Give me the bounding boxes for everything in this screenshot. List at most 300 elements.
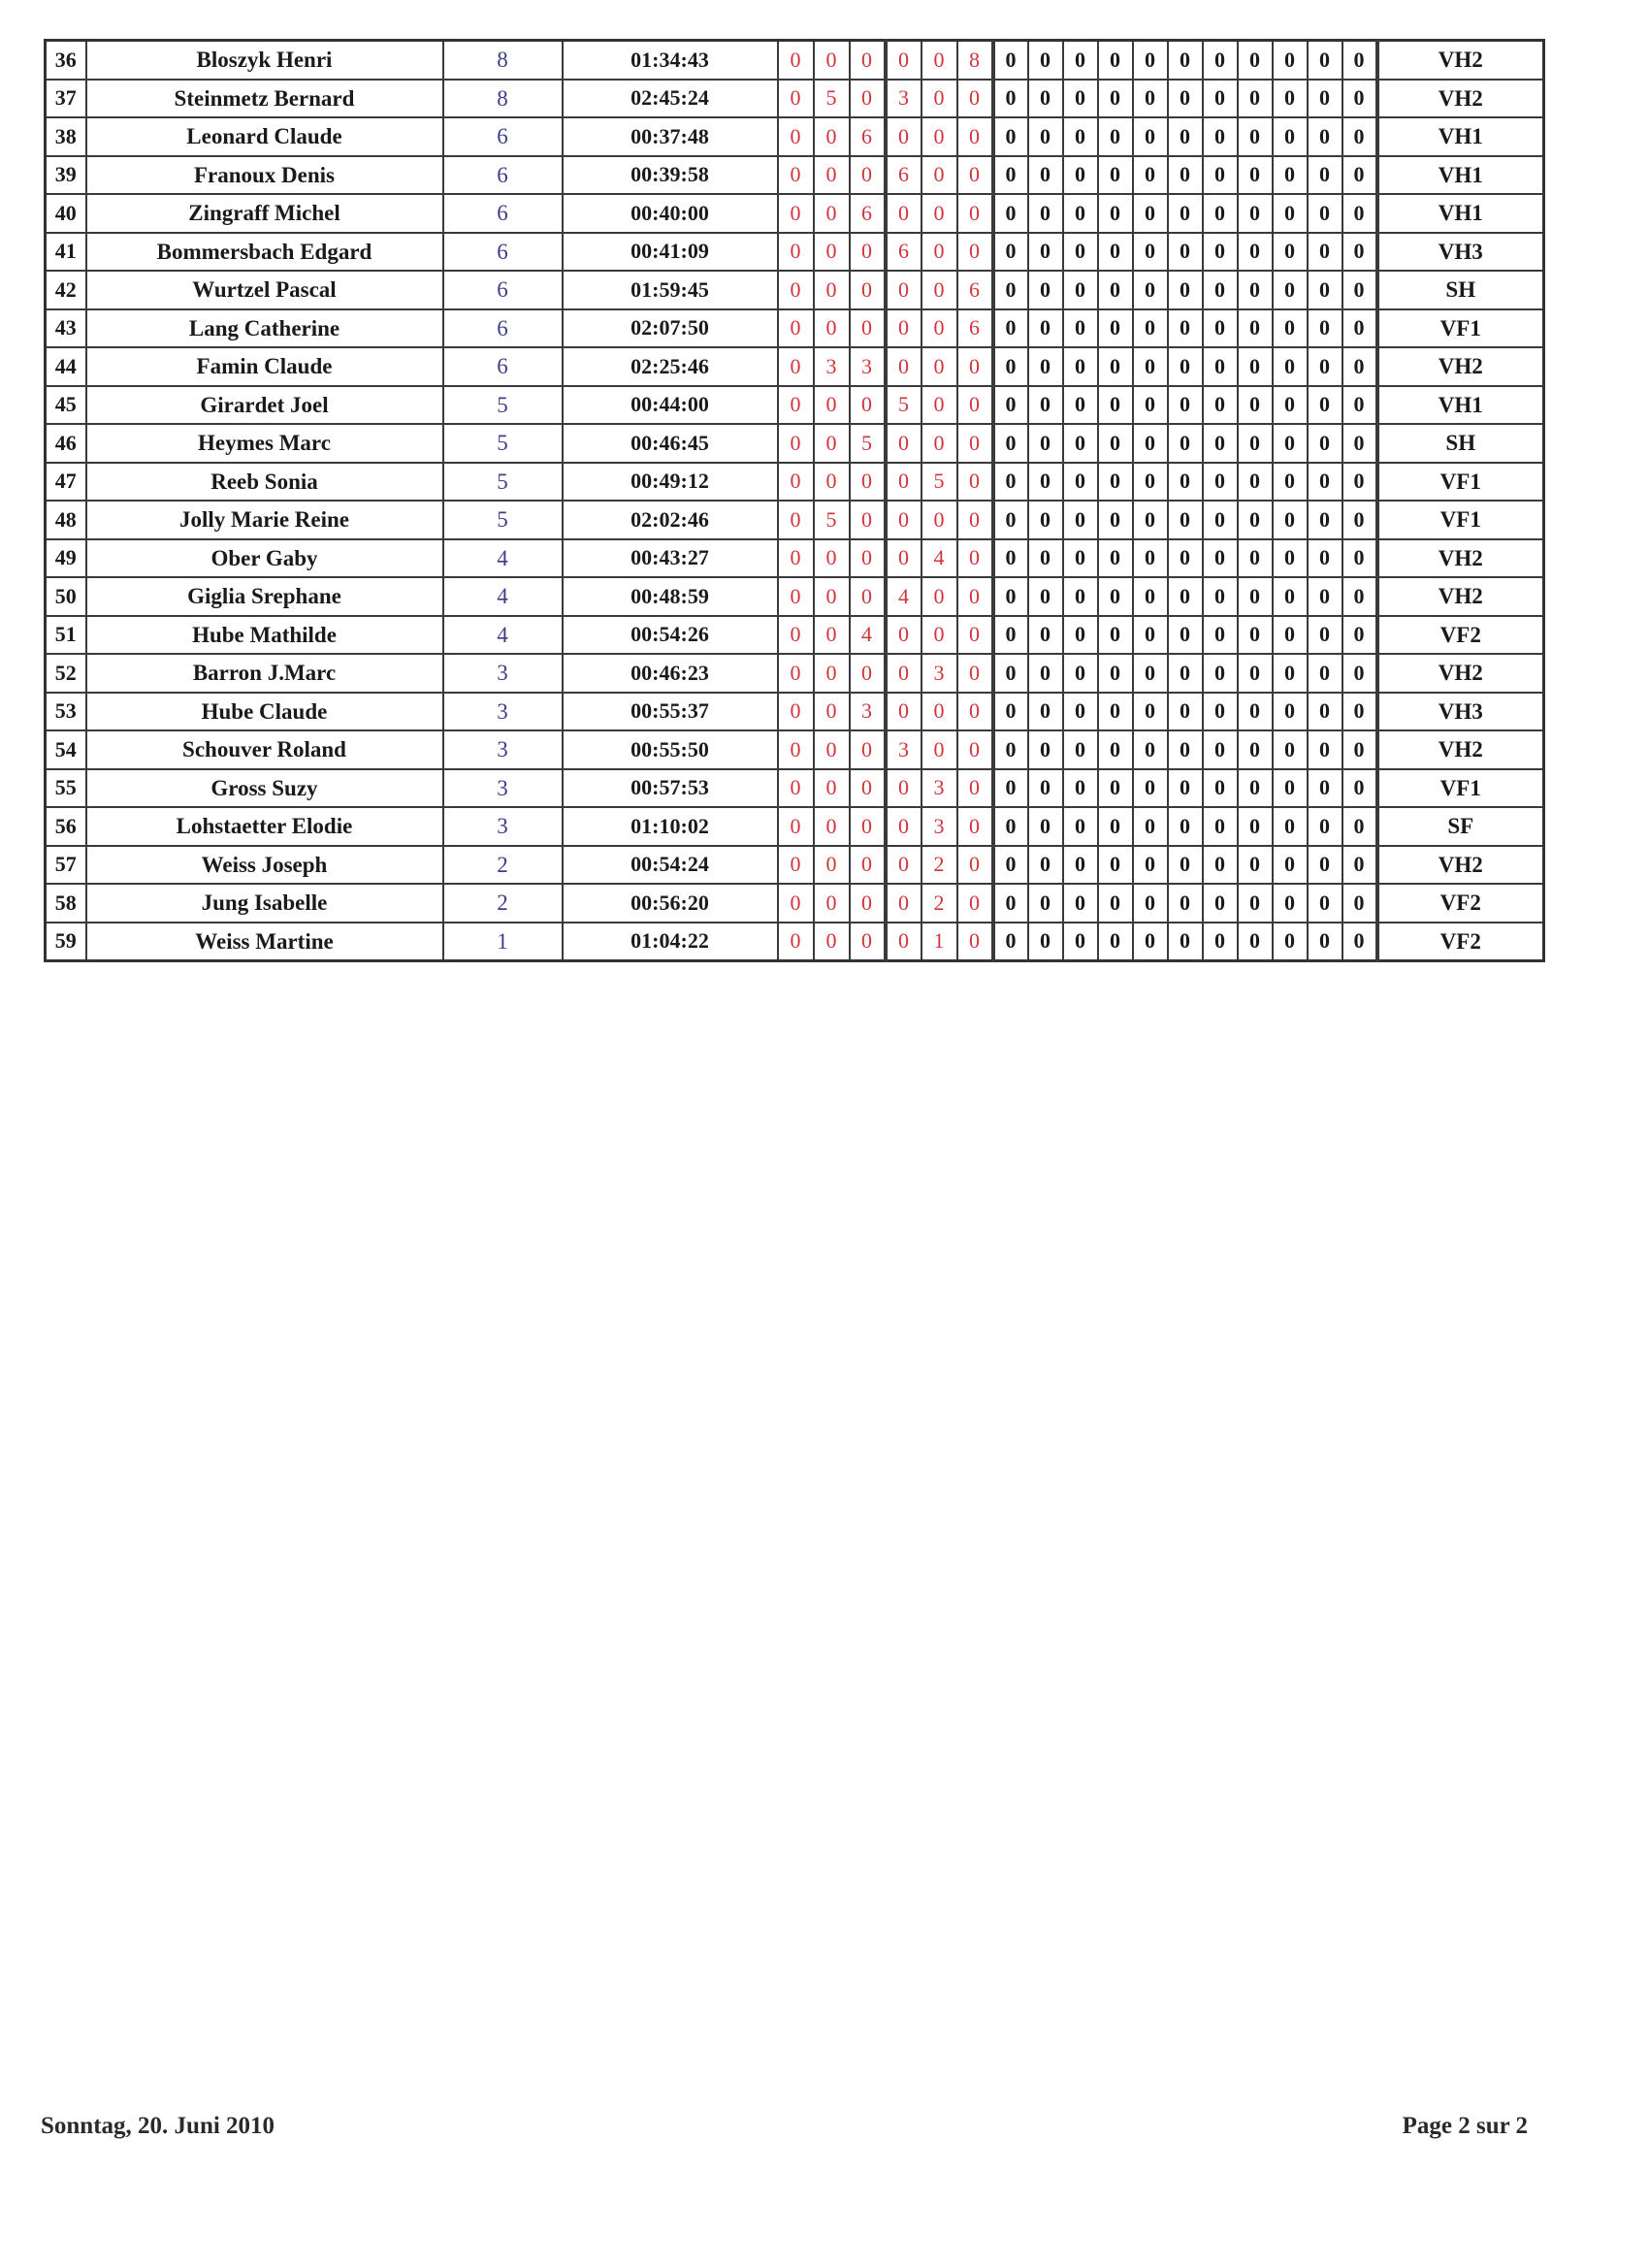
red-score-cell: 0 — [850, 386, 886, 425]
black-score-cell: 0 — [1308, 271, 1342, 309]
black-score-cell: 0 — [1168, 730, 1203, 769]
category-cell: VH1 — [1377, 156, 1544, 195]
black-score-cell: 0 — [1273, 194, 1308, 233]
red-score-cell: 0 — [957, 80, 993, 118]
name-cell: Weiss Joseph — [86, 846, 443, 885]
rank-cell: 57 — [46, 846, 86, 885]
red-score-cell: 0 — [778, 539, 814, 578]
name-cell: Steinmetz Bernard — [86, 80, 443, 118]
black-score-cell: 0 — [1168, 846, 1203, 885]
black-score-cell: 0 — [1133, 654, 1168, 693]
red-score-cell: 0 — [778, 577, 814, 616]
points-cell: 5 — [443, 424, 563, 463]
red-score-cell: 0 — [814, 693, 850, 731]
black-score-cell: 0 — [1133, 80, 1168, 118]
black-score-cell: 0 — [1098, 577, 1133, 616]
time-cell: 01:10:02 — [563, 807, 778, 846]
red-score-cell: 0 — [886, 424, 922, 463]
black-score-cell: 0 — [1203, 117, 1238, 156]
black-score-cell: 0 — [1133, 194, 1168, 233]
table-row — [46, 309, 1544, 348]
table-row — [46, 884, 1544, 923]
black-score-cell: 0 — [1063, 693, 1098, 731]
category-cell: VF1 — [1377, 463, 1544, 502]
black-score-cell: 0 — [1273, 846, 1308, 885]
red-score-cell: 0 — [778, 194, 814, 233]
black-score-cell: 0 — [1342, 347, 1377, 386]
black-score-cell: 0 — [1308, 884, 1342, 923]
table-row — [46, 923, 1544, 961]
red-score-cell: 0 — [957, 347, 993, 386]
black-score-cell: 0 — [1063, 117, 1098, 156]
black-score-cell: 0 — [1168, 347, 1203, 386]
black-score-cell: 0 — [1238, 654, 1273, 693]
footer-page-number: Page 2 sur 2 — [1402, 2113, 1528, 2139]
black-score-cell: 0 — [1308, 424, 1342, 463]
red-score-cell: 0 — [922, 156, 957, 195]
red-score-cell: 6 — [886, 156, 922, 195]
black-score-cell: 0 — [1063, 194, 1098, 233]
table-row — [46, 846, 1544, 885]
points-cell: 3 — [443, 730, 563, 769]
red-score-cell: 0 — [957, 616, 993, 655]
black-score-cell: 0 — [1273, 539, 1308, 578]
time-cell: 00:39:58 — [563, 156, 778, 195]
points-cell: 3 — [443, 769, 563, 808]
black-score-cell: 0 — [1273, 271, 1308, 309]
black-score-cell: 0 — [1342, 769, 1377, 808]
red-score-cell: 6 — [850, 194, 886, 233]
black-score-cell: 0 — [1028, 730, 1063, 769]
red-score-cell: 0 — [957, 577, 993, 616]
category-cell: VF2 — [1377, 616, 1544, 655]
red-score-cell: 1 — [922, 923, 957, 961]
red-score-cell: 0 — [957, 501, 993, 539]
black-score-cell: 0 — [1203, 923, 1238, 961]
black-score-cell: 0 — [1098, 194, 1133, 233]
black-score-cell: 0 — [1203, 80, 1238, 118]
name-cell: Bloszyk Henri — [86, 41, 443, 80]
time-cell: 01:59:45 — [563, 271, 778, 309]
black-score-cell: 0 — [1308, 194, 1342, 233]
black-score-cell: 0 — [1203, 846, 1238, 885]
black-score-cell: 0 — [1238, 846, 1273, 885]
black-score-cell: 0 — [993, 80, 1028, 118]
black-score-cell: 0 — [1308, 309, 1342, 348]
black-score-cell: 0 — [1098, 463, 1133, 502]
red-score-cell: 3 — [814, 347, 850, 386]
black-score-cell: 0 — [1273, 386, 1308, 425]
black-score-cell: 0 — [1273, 41, 1308, 80]
category-cell: VH1 — [1377, 194, 1544, 233]
red-score-cell: 0 — [778, 463, 814, 502]
black-score-cell: 0 — [1028, 41, 1063, 80]
red-score-cell: 0 — [814, 616, 850, 655]
red-score-cell: 0 — [850, 807, 886, 846]
rank-cell: 36 — [46, 41, 86, 80]
black-score-cell: 0 — [1273, 424, 1308, 463]
red-score-cell: 2 — [922, 884, 957, 923]
red-score-cell: 0 — [886, 539, 922, 578]
black-score-cell: 0 — [1273, 156, 1308, 195]
red-score-cell: 0 — [957, 693, 993, 731]
name-cell: Bommersbach Edgard — [86, 233, 443, 272]
red-score-cell: 0 — [850, 846, 886, 885]
points-cell: 6 — [443, 156, 563, 195]
red-score-cell: 0 — [886, 807, 922, 846]
red-score-cell: 0 — [922, 271, 957, 309]
black-score-cell: 0 — [1168, 386, 1203, 425]
black-score-cell: 0 — [993, 41, 1028, 80]
name-cell: Hube Claude — [86, 693, 443, 731]
name-cell: Jolly Marie Reine — [86, 501, 443, 539]
red-score-cell: 0 — [778, 923, 814, 961]
red-score-cell: 0 — [778, 846, 814, 885]
black-score-cell: 0 — [1098, 41, 1133, 80]
points-cell: 6 — [443, 347, 563, 386]
black-score-cell: 0 — [1203, 463, 1238, 502]
table-row — [46, 463, 1544, 502]
black-score-cell: 0 — [1168, 501, 1203, 539]
time-cell: 01:04:22 — [563, 923, 778, 961]
black-score-cell: 0 — [1098, 233, 1133, 272]
red-score-cell: 0 — [922, 347, 957, 386]
red-score-cell: 0 — [957, 194, 993, 233]
black-score-cell: 0 — [1133, 117, 1168, 156]
black-score-cell: 0 — [1238, 233, 1273, 272]
black-score-cell: 0 — [1308, 577, 1342, 616]
red-score-cell: 0 — [922, 194, 957, 233]
black-score-cell: 0 — [1342, 884, 1377, 923]
table-row — [46, 807, 1544, 846]
black-score-cell: 0 — [1133, 539, 1168, 578]
red-score-cell: 0 — [814, 884, 850, 923]
red-score-cell: 0 — [814, 194, 850, 233]
black-score-cell: 0 — [1133, 233, 1168, 272]
black-score-cell: 0 — [1133, 807, 1168, 846]
red-score-cell: 0 — [850, 769, 886, 808]
black-score-cell: 0 — [1203, 233, 1238, 272]
black-score-cell: 0 — [1273, 884, 1308, 923]
time-cell: 00:54:26 — [563, 616, 778, 655]
red-score-cell: 3 — [850, 693, 886, 731]
black-score-cell: 0 — [1028, 463, 1063, 502]
red-score-cell: 0 — [778, 501, 814, 539]
red-score-cell: 0 — [957, 846, 993, 885]
black-score-cell: 0 — [1098, 347, 1133, 386]
black-score-cell: 0 — [1308, 616, 1342, 655]
category-cell: VF1 — [1377, 769, 1544, 808]
category-cell: VF2 — [1377, 884, 1544, 923]
black-score-cell: 0 — [1063, 884, 1098, 923]
red-score-cell: 3 — [922, 807, 957, 846]
black-score-cell: 0 — [1168, 577, 1203, 616]
time-cell: 00:41:09 — [563, 233, 778, 272]
black-score-cell: 0 — [1063, 156, 1098, 195]
black-score-cell: 0 — [1028, 386, 1063, 425]
black-score-cell: 0 — [1308, 539, 1342, 578]
black-score-cell: 0 — [1203, 730, 1238, 769]
black-score-cell: 0 — [1342, 194, 1377, 233]
black-score-cell: 0 — [1238, 156, 1273, 195]
black-score-cell: 0 — [1308, 117, 1342, 156]
black-score-cell: 0 — [1098, 501, 1133, 539]
black-score-cell: 0 — [1273, 80, 1308, 118]
black-score-cell: 0 — [1063, 730, 1098, 769]
black-score-cell: 0 — [1203, 616, 1238, 655]
time-cell: 02:45:24 — [563, 80, 778, 118]
black-score-cell: 0 — [1063, 539, 1098, 578]
black-score-cell: 0 — [1028, 501, 1063, 539]
red-score-cell: 0 — [814, 577, 850, 616]
black-score-cell: 0 — [1342, 539, 1377, 578]
black-score-cell: 0 — [1098, 769, 1133, 808]
black-score-cell: 0 — [1133, 616, 1168, 655]
black-score-cell: 0 — [1238, 884, 1273, 923]
red-score-cell: 0 — [778, 233, 814, 272]
name-cell: Franoux Denis — [86, 156, 443, 195]
time-cell: 00:43:27 — [563, 539, 778, 578]
footer-date: Sonntag, 20. Juni 2010 — [41, 2113, 275, 2139]
black-score-cell: 0 — [1028, 271, 1063, 309]
red-score-cell: 0 — [778, 693, 814, 731]
black-score-cell: 0 — [1308, 923, 1342, 961]
points-cell: 2 — [443, 846, 563, 885]
black-score-cell: 0 — [1028, 117, 1063, 156]
black-score-cell: 0 — [1098, 730, 1133, 769]
rank-cell: 37 — [46, 80, 86, 118]
points-cell: 8 — [443, 80, 563, 118]
red-score-cell: 0 — [886, 309, 922, 348]
rank-cell: 55 — [46, 769, 86, 808]
black-score-cell: 0 — [993, 730, 1028, 769]
red-score-cell: 0 — [850, 923, 886, 961]
name-cell: Jung Isabelle — [86, 884, 443, 923]
red-score-cell: 0 — [886, 846, 922, 885]
black-score-cell: 0 — [1238, 80, 1273, 118]
category-cell: VH2 — [1377, 347, 1544, 386]
black-score-cell: 0 — [993, 233, 1028, 272]
black-score-cell: 0 — [1098, 80, 1133, 118]
black-score-cell: 0 — [1098, 616, 1133, 655]
name-cell: Giglia Srephane — [86, 577, 443, 616]
black-score-cell: 0 — [1273, 730, 1308, 769]
red-score-cell: 0 — [850, 80, 886, 118]
red-score-cell: 0 — [957, 884, 993, 923]
red-score-cell: 0 — [814, 156, 850, 195]
black-score-cell: 0 — [1203, 156, 1238, 195]
red-score-cell: 0 — [886, 923, 922, 961]
red-score-cell: 0 — [850, 577, 886, 616]
category-cell: VH2 — [1377, 577, 1544, 616]
red-score-cell: 0 — [922, 501, 957, 539]
name-cell: Schouver Roland — [86, 730, 443, 769]
points-cell: 6 — [443, 117, 563, 156]
black-score-cell: 0 — [1133, 846, 1168, 885]
black-score-cell: 0 — [993, 769, 1028, 808]
red-score-cell: 0 — [922, 80, 957, 118]
black-score-cell: 0 — [993, 884, 1028, 923]
red-score-cell: 0 — [957, 654, 993, 693]
rank-cell: 52 — [46, 654, 86, 693]
points-cell: 6 — [443, 271, 563, 309]
rank-cell: 58 — [46, 884, 86, 923]
black-score-cell: 0 — [1063, 80, 1098, 118]
name-cell: Weiss Martine — [86, 923, 443, 961]
black-score-cell: 0 — [1342, 386, 1377, 425]
category-cell: VH2 — [1377, 539, 1544, 578]
black-score-cell: 0 — [1098, 309, 1133, 348]
black-score-cell: 0 — [1098, 923, 1133, 961]
black-score-cell: 0 — [1273, 923, 1308, 961]
red-score-cell: 0 — [957, 117, 993, 156]
black-score-cell: 0 — [1133, 347, 1168, 386]
black-score-cell: 0 — [1168, 156, 1203, 195]
red-score-cell: 0 — [814, 424, 850, 463]
time-cell: 00:57:53 — [563, 769, 778, 808]
red-score-cell: 0 — [886, 194, 922, 233]
black-score-cell: 0 — [1308, 463, 1342, 502]
black-score-cell: 0 — [1028, 309, 1063, 348]
black-score-cell: 0 — [1028, 424, 1063, 463]
red-score-cell: 0 — [922, 730, 957, 769]
time-cell: 02:02:46 — [563, 501, 778, 539]
black-score-cell: 0 — [1168, 424, 1203, 463]
black-score-cell: 0 — [1168, 654, 1203, 693]
red-score-cell: 0 — [814, 846, 850, 885]
red-score-cell: 0 — [778, 730, 814, 769]
red-score-cell: 0 — [957, 424, 993, 463]
black-score-cell: 0 — [1342, 501, 1377, 539]
table-row — [46, 577, 1544, 616]
rank-cell: 49 — [46, 539, 86, 578]
red-score-cell: 0 — [850, 463, 886, 502]
black-score-cell: 0 — [993, 693, 1028, 731]
table-row — [46, 41, 1544, 80]
black-score-cell: 0 — [1168, 271, 1203, 309]
table-row — [46, 616, 1544, 655]
table-row — [46, 424, 1544, 463]
red-score-cell: 0 — [886, 654, 922, 693]
black-score-cell: 0 — [1308, 41, 1342, 80]
category-cell: VH2 — [1377, 730, 1544, 769]
black-score-cell: 0 — [1238, 923, 1273, 961]
black-score-cell: 0 — [1168, 616, 1203, 655]
red-score-cell: 5 — [814, 80, 850, 118]
red-score-cell: 0 — [814, 730, 850, 769]
black-score-cell: 0 — [1028, 846, 1063, 885]
rank-cell: 54 — [46, 730, 86, 769]
name-cell: Gross Suzy — [86, 769, 443, 808]
black-score-cell: 0 — [1203, 501, 1238, 539]
category-cell: VH2 — [1377, 80, 1544, 118]
black-score-cell: 0 — [1168, 194, 1203, 233]
black-score-cell: 0 — [1028, 194, 1063, 233]
black-score-cell: 0 — [1098, 846, 1133, 885]
black-score-cell: 0 — [1203, 424, 1238, 463]
time-cell: 00:46:45 — [563, 424, 778, 463]
red-score-cell: 0 — [957, 730, 993, 769]
black-score-cell: 0 — [1273, 807, 1308, 846]
black-score-cell: 0 — [1168, 693, 1203, 731]
time-cell: 00:37:48 — [563, 117, 778, 156]
black-score-cell: 0 — [1133, 577, 1168, 616]
name-cell: Hube Mathilde — [86, 616, 443, 655]
red-score-cell: 0 — [778, 616, 814, 655]
red-score-cell: 5 — [850, 424, 886, 463]
black-score-cell: 0 — [1028, 577, 1063, 616]
black-score-cell: 0 — [1028, 693, 1063, 731]
black-score-cell: 0 — [1133, 769, 1168, 808]
red-score-cell: 0 — [922, 386, 957, 425]
black-score-cell: 0 — [993, 577, 1028, 616]
black-score-cell: 0 — [1133, 884, 1168, 923]
black-score-cell: 0 — [993, 194, 1028, 233]
black-score-cell: 0 — [1238, 41, 1273, 80]
black-score-cell: 0 — [1133, 730, 1168, 769]
category-cell: VH2 — [1377, 846, 1544, 885]
black-score-cell: 0 — [1308, 347, 1342, 386]
black-score-cell: 0 — [1133, 424, 1168, 463]
name-cell: Girardet Joel — [86, 386, 443, 425]
points-cell: 3 — [443, 693, 563, 731]
black-score-cell: 0 — [1342, 424, 1377, 463]
red-score-cell: 0 — [814, 271, 850, 309]
black-score-cell: 0 — [1203, 309, 1238, 348]
black-score-cell: 0 — [1238, 117, 1273, 156]
red-score-cell: 0 — [850, 654, 886, 693]
name-cell: Ober Gaby — [86, 539, 443, 578]
rank-cell: 59 — [46, 923, 86, 961]
black-score-cell: 0 — [1168, 41, 1203, 80]
black-score-cell: 0 — [1028, 923, 1063, 961]
black-score-cell: 0 — [993, 807, 1028, 846]
black-score-cell: 0 — [1342, 654, 1377, 693]
time-cell: 00:40:00 — [563, 194, 778, 233]
black-score-cell: 0 — [1203, 807, 1238, 846]
table-row — [46, 117, 1544, 156]
black-score-cell: 0 — [1028, 156, 1063, 195]
black-score-cell: 0 — [1063, 309, 1098, 348]
rank-cell: 38 — [46, 117, 86, 156]
black-score-cell: 0 — [1063, 271, 1098, 309]
black-score-cell: 0 — [1133, 156, 1168, 195]
table-row — [46, 654, 1544, 693]
red-score-cell: 2 — [922, 846, 957, 885]
category-cell: VH3 — [1377, 693, 1544, 731]
time-cell: 01:34:43 — [563, 41, 778, 80]
black-score-cell: 0 — [1098, 654, 1133, 693]
points-cell: 1 — [443, 923, 563, 961]
red-score-cell: 0 — [778, 807, 814, 846]
table-row — [46, 80, 1544, 118]
black-score-cell: 0 — [1028, 807, 1063, 846]
black-score-cell: 0 — [1273, 501, 1308, 539]
black-score-cell: 0 — [1342, 233, 1377, 272]
points-cell: 5 — [443, 463, 563, 502]
black-score-cell: 0 — [1273, 693, 1308, 731]
black-score-cell: 0 — [1342, 577, 1377, 616]
black-score-cell: 0 — [1203, 654, 1238, 693]
black-score-cell: 0 — [1063, 424, 1098, 463]
black-score-cell: 0 — [1203, 386, 1238, 425]
black-score-cell: 0 — [1063, 846, 1098, 885]
black-score-cell: 0 — [1342, 80, 1377, 118]
black-score-cell: 0 — [1273, 463, 1308, 502]
black-score-cell: 0 — [993, 347, 1028, 386]
black-score-cell: 0 — [1168, 807, 1203, 846]
name-cell: Lohstaetter Elodie — [86, 807, 443, 846]
